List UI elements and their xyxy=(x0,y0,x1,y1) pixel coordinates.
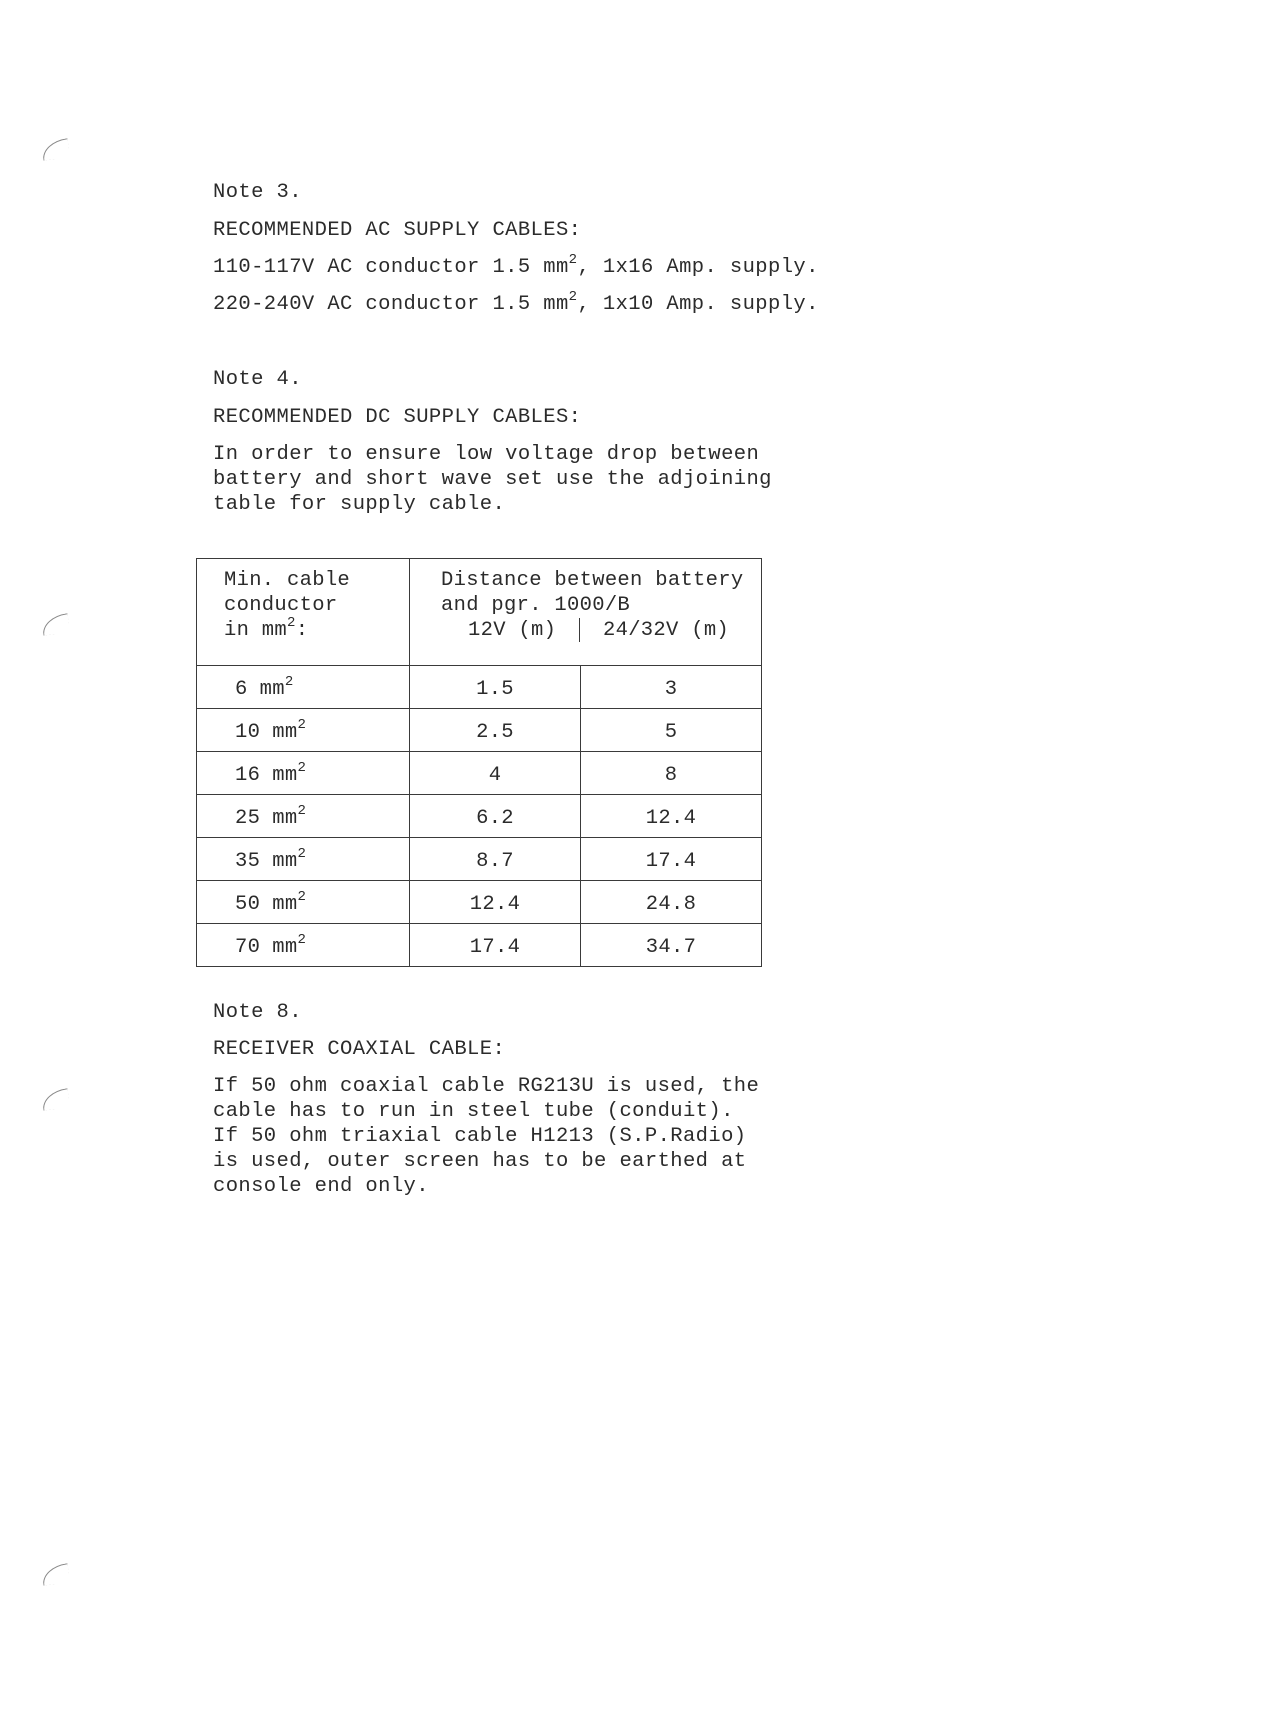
note4-body: In order to ensure low voltage drop between battery and short wave set use the adjoining table for supply cable. xyxy=(213,443,772,516)
note3-heading: Note 3. xyxy=(213,181,302,204)
conductor-size-unit: mm xyxy=(259,678,285,701)
conductor-size-value: 70 xyxy=(235,936,261,959)
conductor-size-unit: mm xyxy=(272,807,298,830)
note3-line-110v-text: 110-117V AC conductor 1.5 mm xyxy=(213,256,569,279)
cell-conductor-size xyxy=(197,709,410,752)
punch-hole-mark xyxy=(41,1563,70,1586)
note3-line-220v-rest: , 1x10 Amp. supply. xyxy=(577,293,819,316)
punch-hole-mark xyxy=(41,1088,70,1111)
superscript: 2 xyxy=(297,889,307,905)
table-row xyxy=(197,666,762,709)
conductor-size-unit: mm xyxy=(272,936,298,959)
header-line: conductor xyxy=(224,594,338,617)
cell-distance-24v: 12.4 xyxy=(581,795,762,838)
note3-title: RECOMMENDED AC SUPPLY CABLES: xyxy=(213,219,582,242)
note8-heading: Note 8. xyxy=(213,1001,302,1024)
conductor-size-value: 25 xyxy=(235,807,261,830)
superscript: 2 xyxy=(297,846,307,862)
table-row xyxy=(197,838,762,881)
cell-distance-24v: 3 xyxy=(581,666,762,709)
conductor-size-value: 35 xyxy=(235,850,261,873)
superscript: 2 xyxy=(568,289,578,305)
cell-conductor-size xyxy=(197,795,410,838)
cell-distance-24v: 8 xyxy=(581,752,762,795)
cell-distance-12v: 1.5 xyxy=(410,666,581,709)
header-colon: : xyxy=(295,619,309,642)
cell-distance-12v: 8.7 xyxy=(410,838,581,881)
table-row xyxy=(197,795,762,838)
header-distance xyxy=(410,559,762,666)
cell-distance-12v: 6.2 xyxy=(410,795,581,838)
note3-line-110v xyxy=(213,252,819,280)
header-24v: 24/32V (m) xyxy=(603,619,730,642)
cell-distance-12v: 2.5 xyxy=(410,709,581,752)
header-line: and pgr. 1000/B xyxy=(441,594,631,617)
superscript: 2 xyxy=(284,674,294,690)
punch-hole-mark xyxy=(41,138,70,161)
cell-distance-24v: 24.8 xyxy=(581,881,762,924)
cell-conductor-size xyxy=(197,666,410,709)
table-row xyxy=(197,881,762,924)
header-cable-conductor xyxy=(197,559,410,666)
header-12v: 12V (m) xyxy=(410,618,580,642)
cell-distance-24v: 17.4 xyxy=(581,838,762,881)
punch-hole-mark xyxy=(41,613,70,636)
table-header-row xyxy=(197,559,762,666)
conductor-size-unit: mm xyxy=(272,764,298,787)
superscript: 2 xyxy=(297,803,307,819)
header-subcolumns xyxy=(410,618,761,643)
note3-line-110v-rest: , 1x16 Amp. supply. xyxy=(577,256,819,279)
superscript: 2 xyxy=(297,760,307,776)
cell-distance-12v: 17.4 xyxy=(410,924,581,967)
note4-title: RECOMMENDED DC SUPPLY CABLES: xyxy=(213,406,582,429)
header-line xyxy=(224,615,409,643)
cell-conductor-size xyxy=(197,752,410,795)
note8-body: If 50 ohm coaxial cable RG213U is used, the cable has to run in steel tube (conduit). If 50 ohm triaxial cable H1213 (S.P.Radio) is used, outer screen has to be earthed at console end only. xyxy=(213,1075,760,1198)
header-unit: in mm xyxy=(224,619,288,642)
conductor-size-unit: mm xyxy=(272,721,298,744)
superscript: 2 xyxy=(297,932,307,948)
superscript: 2 xyxy=(568,252,578,268)
cell-distance-12v: 4 xyxy=(410,752,581,795)
header-line: Min. cable xyxy=(224,569,351,592)
header-line: Distance between battery xyxy=(441,569,744,592)
conductor-size-value: 6 xyxy=(235,678,248,701)
conductor-size-unit: mm xyxy=(272,850,298,873)
note3-line-220v xyxy=(213,289,819,317)
note3-line-220v-text: 220-240V AC conductor 1.5 mm xyxy=(213,293,569,316)
cell-distance-12v: 12.4 xyxy=(410,881,581,924)
cell-conductor-size xyxy=(197,924,410,967)
note8-title: RECEIVER COAXIAL CABLE: xyxy=(213,1038,506,1061)
table-body xyxy=(197,666,762,967)
cell-conductor-size xyxy=(197,838,410,881)
cell-distance-24v: 5 xyxy=(581,709,762,752)
conductor-size-value: 10 xyxy=(235,721,261,744)
conductor-size-value: 16 xyxy=(235,764,261,787)
note4-heading: Note 4. xyxy=(213,368,302,391)
conductor-size-unit: mm xyxy=(272,893,298,916)
cell-conductor-size xyxy=(197,881,410,924)
conductor-size-value: 50 xyxy=(235,893,261,916)
table-row xyxy=(197,709,762,752)
superscript: 2 xyxy=(297,717,307,733)
cell-distance-24v: 34.7 xyxy=(581,924,762,967)
table-row xyxy=(197,752,762,795)
table-row xyxy=(197,924,762,967)
superscript: 2 xyxy=(287,615,296,631)
dc-cable-table xyxy=(196,558,762,967)
